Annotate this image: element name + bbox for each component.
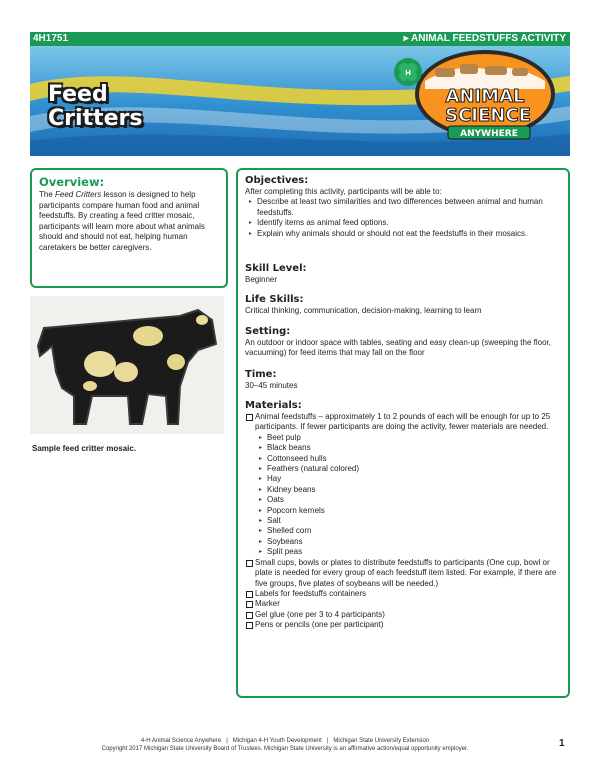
overview-heading: Overview: xyxy=(39,175,105,189)
objective-item: ▸ Explain why animals should or should not eat the feedstuffs in their mosaics. xyxy=(245,229,563,239)
overview-text: The Feed Critters lesson is designed to help participants compare human food and animal feedstuffs. By creating a feed critter mosaic, participants will learn more about what animals should and should not eat, helping human caretakers be better caregivers. xyxy=(39,190,205,252)
lesson-name: Feed Critters xyxy=(55,190,102,199)
cow-mosaic-image xyxy=(30,296,224,434)
time-section xyxy=(245,369,563,391)
material-item: Pens or pencils (one per participant) xyxy=(245,620,563,630)
time-text: 30–45 minutes xyxy=(245,381,298,390)
top-bar xyxy=(30,32,570,46)
footer-line1: 4-H Animal Science Anywhere | Michigan 4-H Youth Development | Michigan State University Extension xyxy=(140,738,430,744)
footer-line2: Copyright 2017 Michigan State University Board of Trustees. Michigan State University is an affirmative action/equal opportunity employer. xyxy=(101,746,469,752)
life-skills-text: Critical thinking, communication, decision-making, learning to learn xyxy=(245,306,482,315)
feed-item: ▸ Soybeans xyxy=(245,537,563,547)
activity-label: ▸ ANIMAL FEEDSTUFFS ACTIVITY xyxy=(403,33,566,44)
objective-item: ▸ Identify items as animal feed options. xyxy=(245,218,563,228)
4h-clover-icon xyxy=(394,58,422,86)
feed-item: ▸ Split peas xyxy=(245,547,563,557)
overview-box xyxy=(30,168,228,288)
page-number: 1 xyxy=(559,738,565,749)
materials-heading: Materials: xyxy=(245,400,302,411)
feed-item: ▸ Oats xyxy=(245,495,563,505)
feed-item: ▸ Cottonseed hulls xyxy=(245,454,563,464)
setting-section xyxy=(245,326,563,359)
material-item: Small cups, bowls or plates to distribute feedstuffs to participants (One cup, bowl or plate is needed for every group of each feedstuff item listed. For example, if there are five groups, five plates of soybeans will be needed.) xyxy=(245,558,563,589)
feed-item: ▸ Feathers (natural colored) xyxy=(245,464,563,474)
feed-critter-photo xyxy=(30,296,224,434)
photo-caption: Sample feed critter mosaic. xyxy=(32,444,137,453)
feed-item: ▸ Kidney beans xyxy=(245,485,563,495)
page-footer xyxy=(30,737,540,753)
material-item: Marker xyxy=(245,599,563,609)
feed-item: ▸ Hay xyxy=(245,474,563,484)
objectives-box xyxy=(236,168,570,698)
feed-item: ▸ Popcorn kernels xyxy=(245,506,563,516)
time-heading: Time: xyxy=(245,369,277,380)
other-materials-list xyxy=(245,558,563,631)
title-line2: Critters xyxy=(48,106,143,131)
activity-name: ANIMAL FEEDSTUFFS ACTIVITY xyxy=(411,33,566,44)
document-code: 4H1751 xyxy=(33,33,69,44)
life-skills-heading: Life Skills: xyxy=(245,294,304,305)
page-title xyxy=(48,83,142,131)
skill-level-heading: Skill Level: xyxy=(245,263,307,274)
svg-text:H: H xyxy=(405,69,411,77)
title-line1: Feed xyxy=(48,82,108,107)
feed-item: ▸ Beet pulp xyxy=(245,433,563,443)
objectives-intro: After completing this activity, participants will be able to: xyxy=(245,187,442,196)
skill-level-text: Beginner xyxy=(245,275,278,284)
setting-heading: Setting: xyxy=(245,326,291,337)
objectives-section xyxy=(245,175,563,239)
feedstuffs-list xyxy=(245,433,563,558)
materials-list xyxy=(245,412,563,433)
logo-line2: SCIENCE xyxy=(445,105,531,126)
feed-item: ▸ Salt xyxy=(245,516,563,526)
logo-line3: ANYWHERE xyxy=(460,129,518,139)
material-item: Gel glue (one per 3 to 4 participants) xyxy=(245,610,563,620)
objectives-heading: Objectives: xyxy=(245,175,309,186)
feed-item: ▸ Shelled corn xyxy=(245,526,563,536)
material-item: Labels for feedstuffs containers xyxy=(245,589,563,599)
objective-item: ▸ Describe at least two similarities and two differences between animal and human feedstuffs. xyxy=(245,197,563,218)
feed-item: ▸ Black beans xyxy=(245,443,563,453)
skill-level-section xyxy=(245,263,563,285)
life-skills-section xyxy=(245,294,563,316)
materials-section xyxy=(245,400,563,631)
objectives-list xyxy=(245,197,563,239)
setting-text: An outdoor or indoor space with tables, seating and easy clean-up (sweeping the floor, vacuuming) for feed items that may fall on the floor xyxy=(245,338,551,358)
logo-line1: ANIMAL xyxy=(445,86,525,107)
material-item: Animal feedstuffs – approximately 1 to 2 pounds of each will be enough for up to 25 participants. If fewer participants are doing the activity, fewer materials are needed. xyxy=(245,412,563,433)
